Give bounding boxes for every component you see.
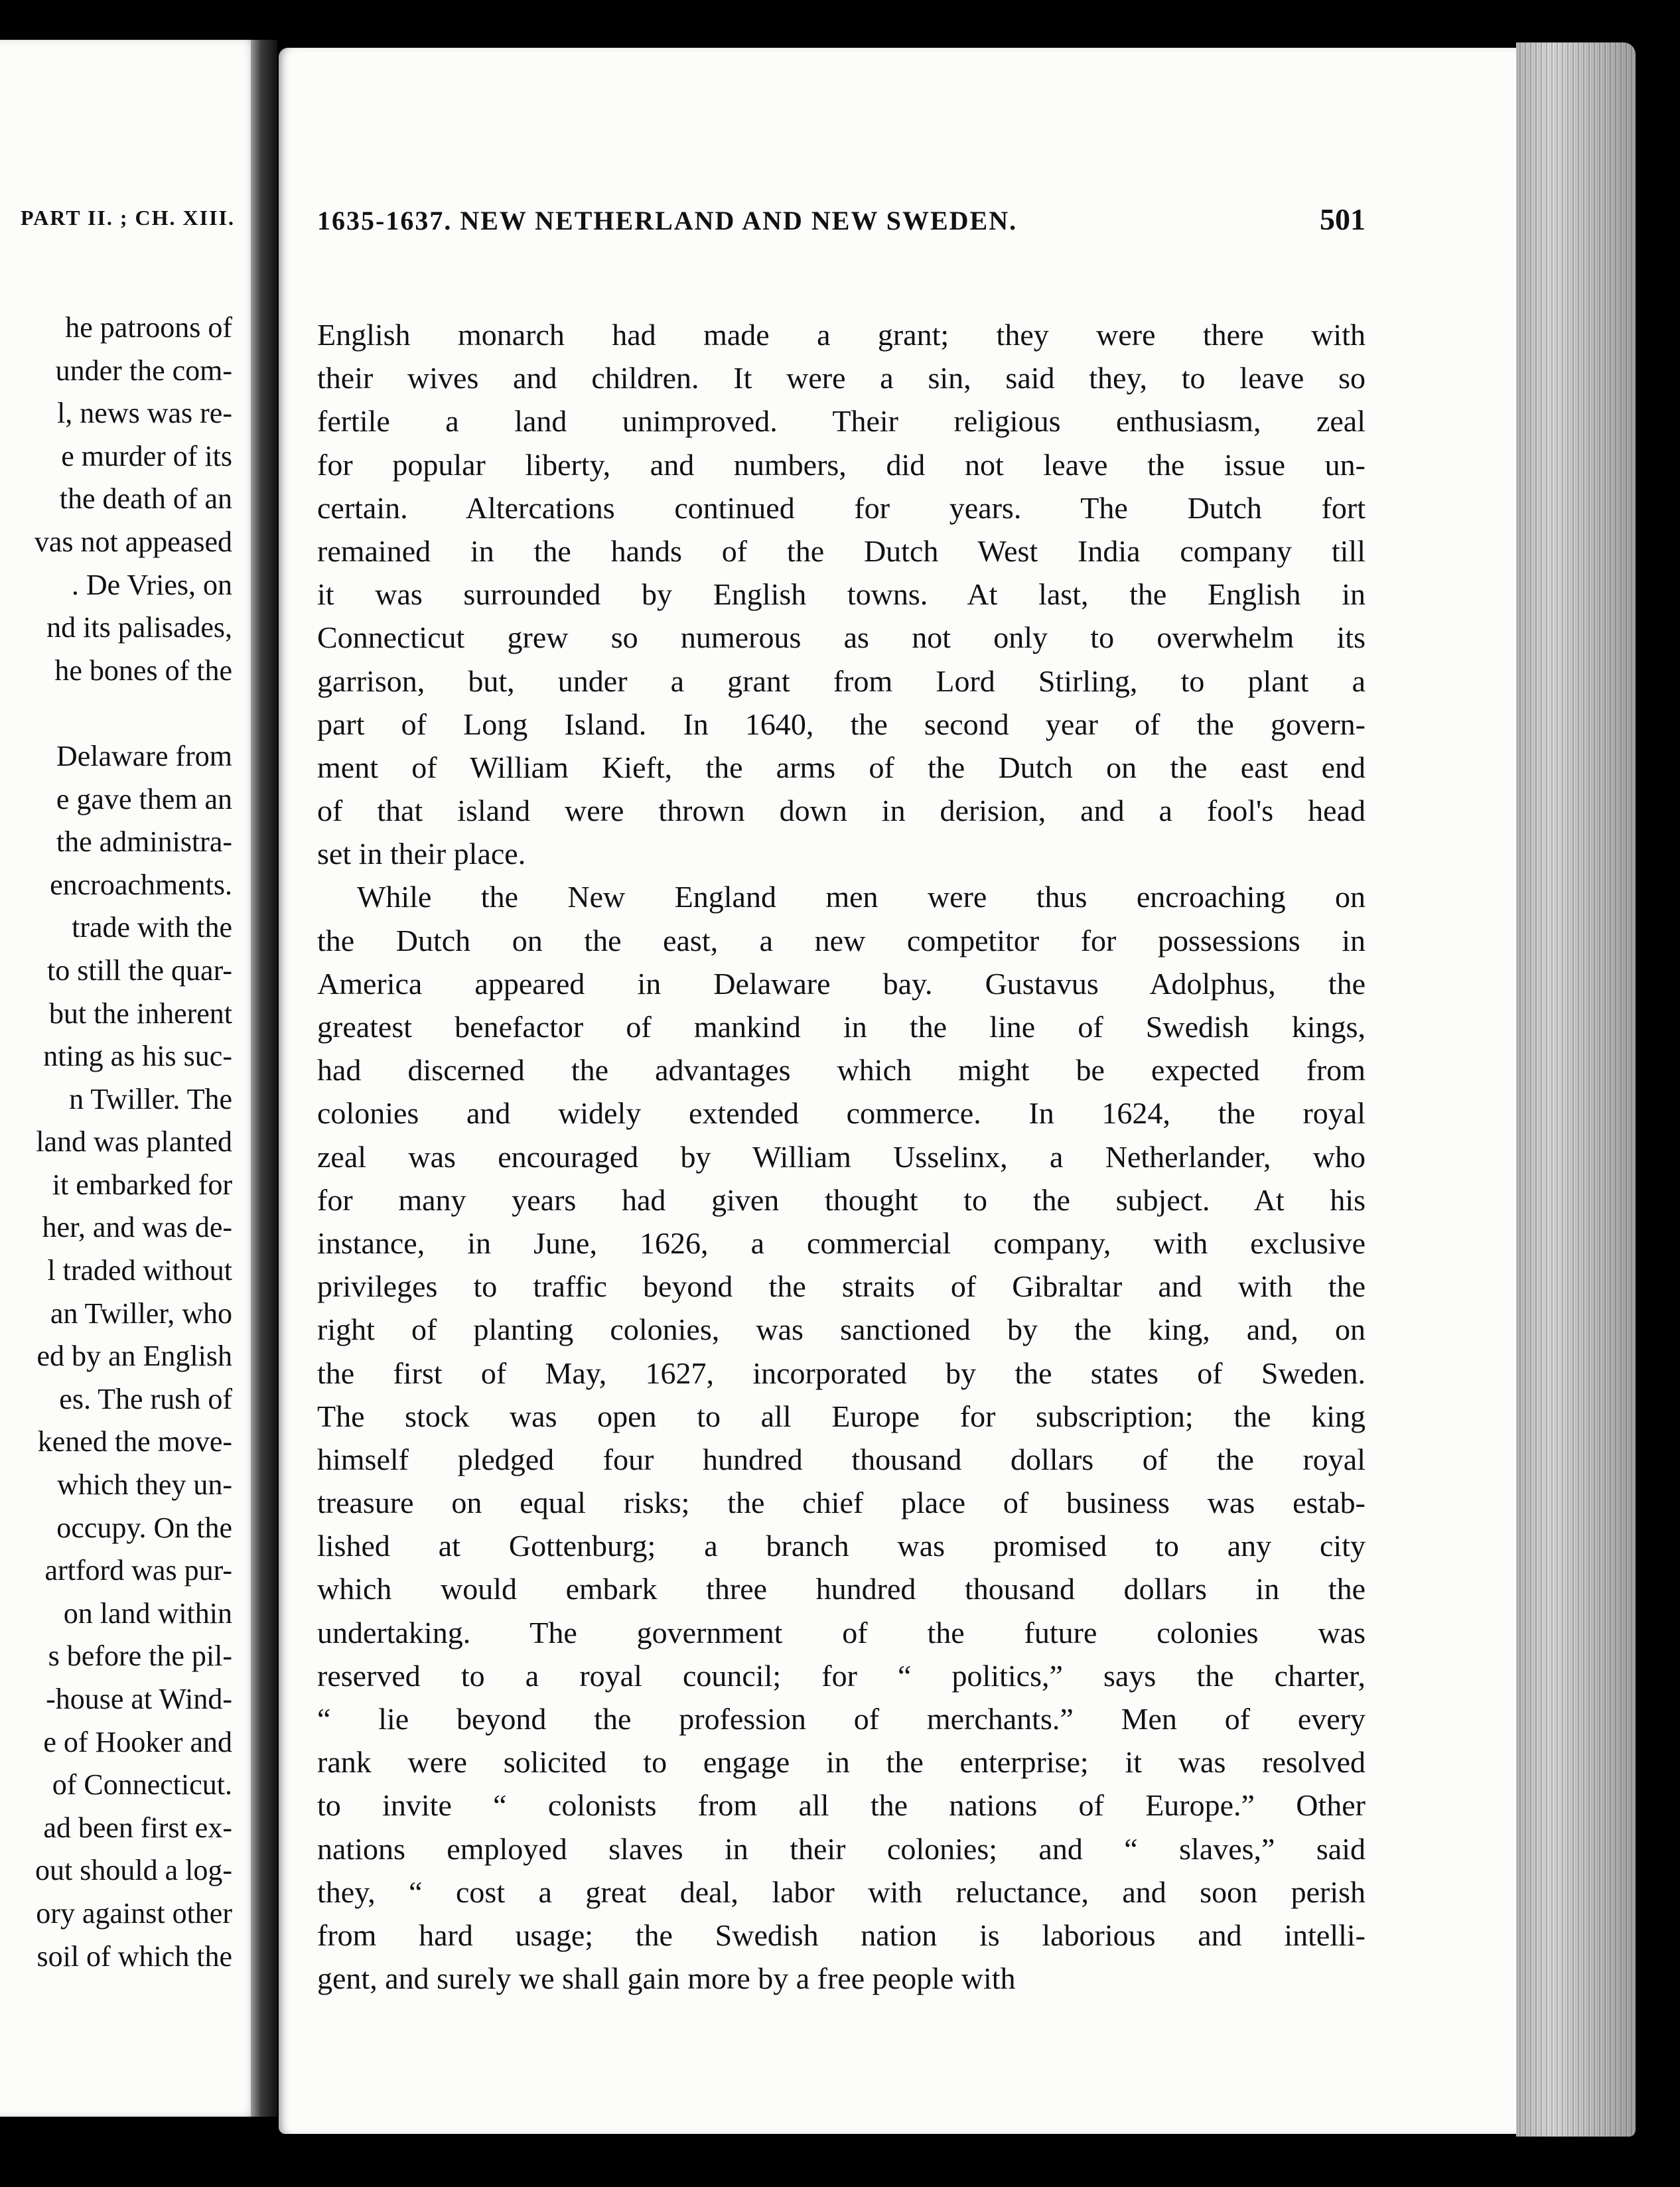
left-text-line: the administra- <box>56 825 232 859</box>
left-text-line: he patroons of <box>65 311 232 344</box>
text-line: undertaking. The government of the future colonies was <box>317 1615 1365 1650</box>
left-text-line: under the com- <box>55 354 232 387</box>
text-line: their wives and children. It were a sin, said they, to leave so <box>317 361 1365 395</box>
text-line: to invite “ colonists from all the nations of Europe.” Other <box>317 1788 1365 1823</box>
text-line: ment of William Kieft, the arms of the Dutch on the east end <box>317 750 1365 784</box>
left-text-line: e of Hooker and <box>43 1725 232 1758</box>
left-text-line <box>0 692 232 735</box>
text-line: for popular liberty, and numbers, did not leave the issue un- <box>317 447 1365 482</box>
text-line: for many years had given thought to the subject. At his <box>317 1182 1365 1217</box>
text-line: greatest benefactor of mankind in the line of Swedish kings, <box>317 1010 1365 1044</box>
text-line: lished at Gottenburg; a branch was promised to any city <box>317 1529 1365 1563</box>
left-text-line: es. The rush of <box>59 1382 232 1415</box>
left-text-line: on land within <box>63 1596 232 1630</box>
text-line: zeal was encouraged by William Usselinx, a Netherlander, who <box>317 1139 1365 1174</box>
text-line: which would embark three hundred thousand dollars in the <box>317 1572 1365 1606</box>
left-text-line: of Connecticut. <box>52 1768 232 1801</box>
left-text-line: her, and was de- <box>42 1211 232 1244</box>
left-text-line: l traded without <box>47 1254 232 1287</box>
text-line: reserved to a royal council; for “ politics,” says the charter, <box>317 1658 1365 1693</box>
left-text-line: to still the quar- <box>47 953 232 987</box>
left-text-line: it embarked for <box>52 1168 232 1201</box>
left-running-head: PART II. ; CH. XIII. <box>20 206 235 230</box>
left-text-line: Delaware from <box>56 739 232 772</box>
text-line: English monarch had made a grant; they were there with <box>317 318 1365 352</box>
left-text-line: ad been first ex- <box>43 1811 232 1844</box>
text-line: himself pledged four hundred thousand dollars of the royal <box>317 1442 1365 1476</box>
text-line: colonies and widely extended commerce. In 1624, the royal <box>317 1096 1365 1131</box>
left-text-line: vas not appeased <box>34 525 232 558</box>
text-line: Connecticut grew so numerous as not only to overwhelm its <box>317 620 1365 655</box>
left-text-line: he bones of the <box>54 654 232 687</box>
left-text-line: the death of an <box>59 482 232 516</box>
text-line: While the New England men were thus encroaching on <box>357 880 1365 914</box>
left-page-text <box>0 307 232 1978</box>
text-line: from hard usage; the Swedish nation is laborious and intelli- <box>317 1918 1365 1952</box>
text-line: treasure on equal risks; the chief place of business was estab- <box>317 1486 1365 1520</box>
left-text-line: ed by an English <box>36 1340 232 1373</box>
left-page <box>0 40 259 2117</box>
text-line: “ lie beyond the profession of merchants.” Men of every <box>317 1702 1365 1736</box>
text-line: set in their place. <box>317 837 526 871</box>
left-text-line: ory against other <box>36 1896 232 1930</box>
page-number: 501 <box>1320 202 1365 236</box>
left-text-line: artford was pur- <box>44 1554 232 1587</box>
left-text-line: nting as his suc- <box>43 1040 232 1073</box>
text-line: rank were solicited to engage in the enterprise; it was resolved <box>317 1745 1365 1780</box>
text-line: America appeared in Delaware bay. Gustavus Adolphus, the <box>317 966 1365 1001</box>
left-text-line: land was planted <box>36 1125 232 1159</box>
page-edges-shade <box>1516 42 1636 2137</box>
text-line: the first of May, 1627, incorporated by the states of Sweden. <box>317 1356 1365 1390</box>
running-head: 1635-1637. NEW NETHERLAND AND NEW SWEDEN. <box>317 206 1018 236</box>
left-text-line: -house at Wind- <box>46 1683 232 1715</box>
text-line: garrison, but, under a grant from Lord Stirling, to plant a <box>317 664 1365 698</box>
left-text-line: e gave them an <box>56 782 232 815</box>
text-line: the Dutch on the east, a new competitor for possessions in <box>317 923 1365 957</box>
left-text-line: out should a log- <box>35 1854 232 1887</box>
text-line: privileges to traffic beyond the straits of Gibraltar and with the <box>317 1269 1365 1304</box>
right-page <box>279 48 1516 2134</box>
page-header <box>317 202 1365 237</box>
body-text <box>317 313 1365 2000</box>
text-line: The stock was open to all Europe for subscription; the king <box>317 1399 1365 1433</box>
left-text-line: trade with the <box>72 911 232 944</box>
left-text-line: kened the move- <box>37 1425 232 1458</box>
left-text-line: s before the pil- <box>48 1640 232 1673</box>
text-line: instance, in June, 1626, a commercial company, with exclusive <box>317 1226 1365 1260</box>
left-text-line: encroachments. <box>50 868 232 901</box>
text-line: of that island were thrown down in derision, and a fool's head <box>317 794 1365 828</box>
book-gutter <box>251 40 277 2117</box>
left-text-line: occupy. On the <box>56 1511 232 1544</box>
left-text-line: soil of which the <box>36 1940 232 1973</box>
text-line: had discerned the advantages which might be expected from <box>317 1053 1365 1088</box>
left-text-line: e murder of its <box>61 439 232 472</box>
text-line: they, “ cost a great deal, labor with reluctance, and soon perish <box>317 1874 1365 1909</box>
left-text-line: which they un- <box>57 1468 232 1502</box>
text-line: it was surrounded by English towns. At last, the English in <box>317 577 1365 612</box>
text-line: nations employed slaves in their colonies; and “ slaves,” said <box>317 1831 1365 1866</box>
left-text-line: n Twiller. The <box>69 1082 232 1115</box>
left-text-line: . De Vries, on <box>71 568 232 601</box>
text-line: fertile a land unimproved. Their religious enthusiasm, zeal <box>317 404 1365 439</box>
left-text-line: nd its palisades, <box>46 611 232 644</box>
left-text-line: but the inherent <box>48 997 232 1030</box>
text-line: part of Long Island. In 1640, the second year of the govern- <box>317 707 1365 741</box>
text-line: gent, and surely we shall gain more by a free people with <box>317 1961 1016 1996</box>
left-text-line: l, news was re- <box>57 397 232 430</box>
text-line: remained in the hands of the Dutch West India company till <box>317 533 1365 568</box>
text-line: right of planting colonies, was sanctioned by the king, and, on <box>317 1312 1365 1347</box>
left-text-line: an Twiller, who <box>50 1297 232 1330</box>
text-line: certain. Altercations continued for years. The Dutch fort <box>317 490 1365 525</box>
